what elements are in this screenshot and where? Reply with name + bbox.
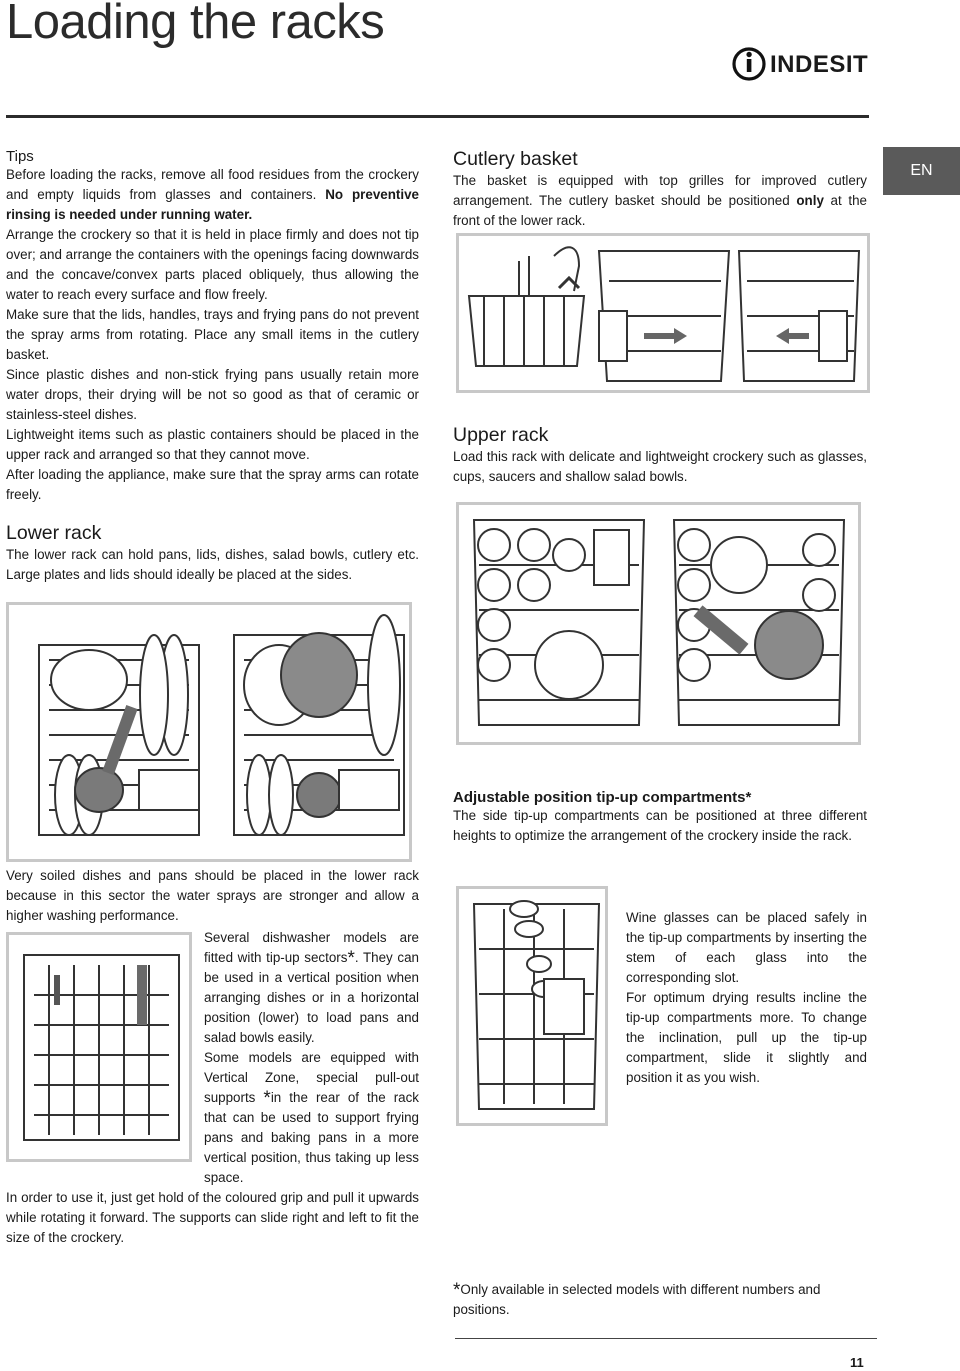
- footnote-star: *: [347, 948, 355, 969]
- tips-paragraph-5: Lightweight items such as plastic containers should be placed in the upper rack and arranged so that they cannot move.: [6, 427, 419, 462]
- upper-rack-illustration: [459, 505, 858, 742]
- footnote-text: Only available in selected models with different numbers and positions.: [453, 1282, 821, 1317]
- cutlery-basket-heading: Cutlery basket: [453, 148, 578, 170]
- footer-rule: [455, 1338, 877, 1339]
- cutlery-basket-section: [453, 148, 867, 231]
- page-number: 11: [850, 1355, 864, 1370]
- adjustable-tipup-text: The side tip-up compartments can be positioned at three different heights to optimize the arrangement of the crockery inside the rack.: [453, 808, 867, 843]
- upper-rack-heading: Upper rack: [453, 424, 549, 446]
- footnote-star: *: [263, 1088, 271, 1109]
- cutlery-basket-illustration: [459, 236, 867, 390]
- vertical-zone-rest: in the rear of the rack that can be used to support frying pans and baking pans in a more vertical position, thus taking up less space.: [204, 1090, 419, 1185]
- tips-heading: Tips: [6, 148, 34, 165]
- cutlery-text-rest: at the front of the lower rack.: [453, 193, 867, 228]
- wine-glasses-block: [626, 908, 867, 1088]
- upper-rack-figure: [456, 502, 861, 745]
- tips-paragraph-1: [6, 165, 419, 225]
- tipup-sectors-block: [204, 928, 419, 1188]
- vertical-zone-text: [204, 1048, 419, 1188]
- tips-paragraph-2: Arrange the crockery so that it is held in place firmly and does not tip over; and arrange the containers with the openings facing downwards and the concave/convex parts placed obliquely, thus allowing the water to reach every surface and flow freely.: [6, 227, 419, 302]
- tipup-sectors-rest: They can be used in a vertical position when arranging dishes or in a horizontal position (lower) to load pans and salad bowls easily.: [204, 950, 419, 1045]
- upper-rack-section: [453, 424, 867, 487]
- adjustable-tipup-heading: Adjustable position tip-up compartments*: [453, 789, 752, 806]
- tipup-sectors-dot: .: [354, 950, 359, 965]
- wine-glasses-text: Wine glasses can be placed safely in the tip-up compartments by inserting the stem of each glass into the corresponding slot.: [626, 910, 867, 985]
- tipup-sectors-lead: Several dishwasher models are fitted with tip-up sectors: [204, 930, 419, 965]
- soiled-dishes-text: Very soiled dishes and pans should be placed in the lower rack because in this sector the water sprays are stronger and allow a higher washing performance.: [6, 868, 419, 923]
- vertical-zone-lead: Some models are equipped with Vertical Zone, special pull-out supports: [204, 1050, 419, 1105]
- vertical-zone-figure: [6, 932, 192, 1162]
- lower-rack-heading: Lower rack: [6, 522, 102, 544]
- vertical-zone-illustration: [9, 935, 189, 1159]
- cutlery-text-bold: only: [796, 193, 824, 208]
- lower-rack-section: [6, 522, 419, 585]
- footnote: [453, 1280, 867, 1320]
- lower-rack-illustration: [9, 605, 409, 859]
- cutlery-basket-text: [453, 171, 867, 231]
- cutlery-basket-figure: [456, 233, 870, 393]
- tips-section: [6, 148, 419, 505]
- adjustable-tipup-section: [453, 789, 867, 846]
- page-title: Loading the racks: [6, 0, 385, 49]
- header-rule: [6, 115, 869, 118]
- upper-rack-text: Load this rack with delicate and lightweight crockery such as glasses, cups, saucers and shallow salad bowls.: [453, 449, 867, 484]
- lower-rack-figure: [6, 602, 412, 862]
- tips-paragraph-3: Make sure that the lids, handles, trays and frying pans do not prevent the spray arms from rotating. Place any small items in the cutlery basket.: [6, 307, 419, 362]
- tips-paragraph-4: Since plastic dishes and non-stick frying pans usually retain more water drops, their drying will be not so good as that of ceramic or stainless-steel dishes.: [6, 367, 419, 422]
- tipup-compartment-figure: [456, 886, 608, 1126]
- tipup-compartment-illustration: [459, 889, 605, 1123]
- tips-p1-text: Before loading the racks, remove all food residues from the crockery and empty liquids from glasses and containers.: [6, 167, 419, 202]
- indesit-logo: [732, 42, 869, 86]
- tips-paragraph-6: After loading the appliance, make sure that the spray arms can rotate freely.: [6, 467, 419, 502]
- vertical-zone-usage-text: In order to use it, just get hold of the coloured grip and pull it upwards while rotating it forward. The supports can slide right and left to fit the size of the crockery.: [6, 1190, 419, 1245]
- drying-text: For optimum drying results incline the tip-up compartments more. To change the inclination, pull up the tip-up compartment, slide it slightly and position it as you wish.: [626, 990, 867, 1085]
- footnote-star: *: [453, 1280, 461, 1301]
- tips-p1-bold: No preventive rinsing is needed under running water.: [6, 187, 419, 222]
- language-tab: EN: [883, 147, 960, 195]
- lower-rack-text: The lower rack can hold pans, lids, dishes, salad bowls, cutlery etc. Large plates and lids should ideally be placed at the sides.: [6, 547, 419, 582]
- brand-wordmark: INDESIT: [770, 51, 869, 78]
- cutlery-text-lead: The basket is equipped with top grilles for improved cutlery arrangement. The cutlery basket should be positioned: [453, 173, 867, 208]
- tipup-sectors-text: [204, 928, 419, 1048]
